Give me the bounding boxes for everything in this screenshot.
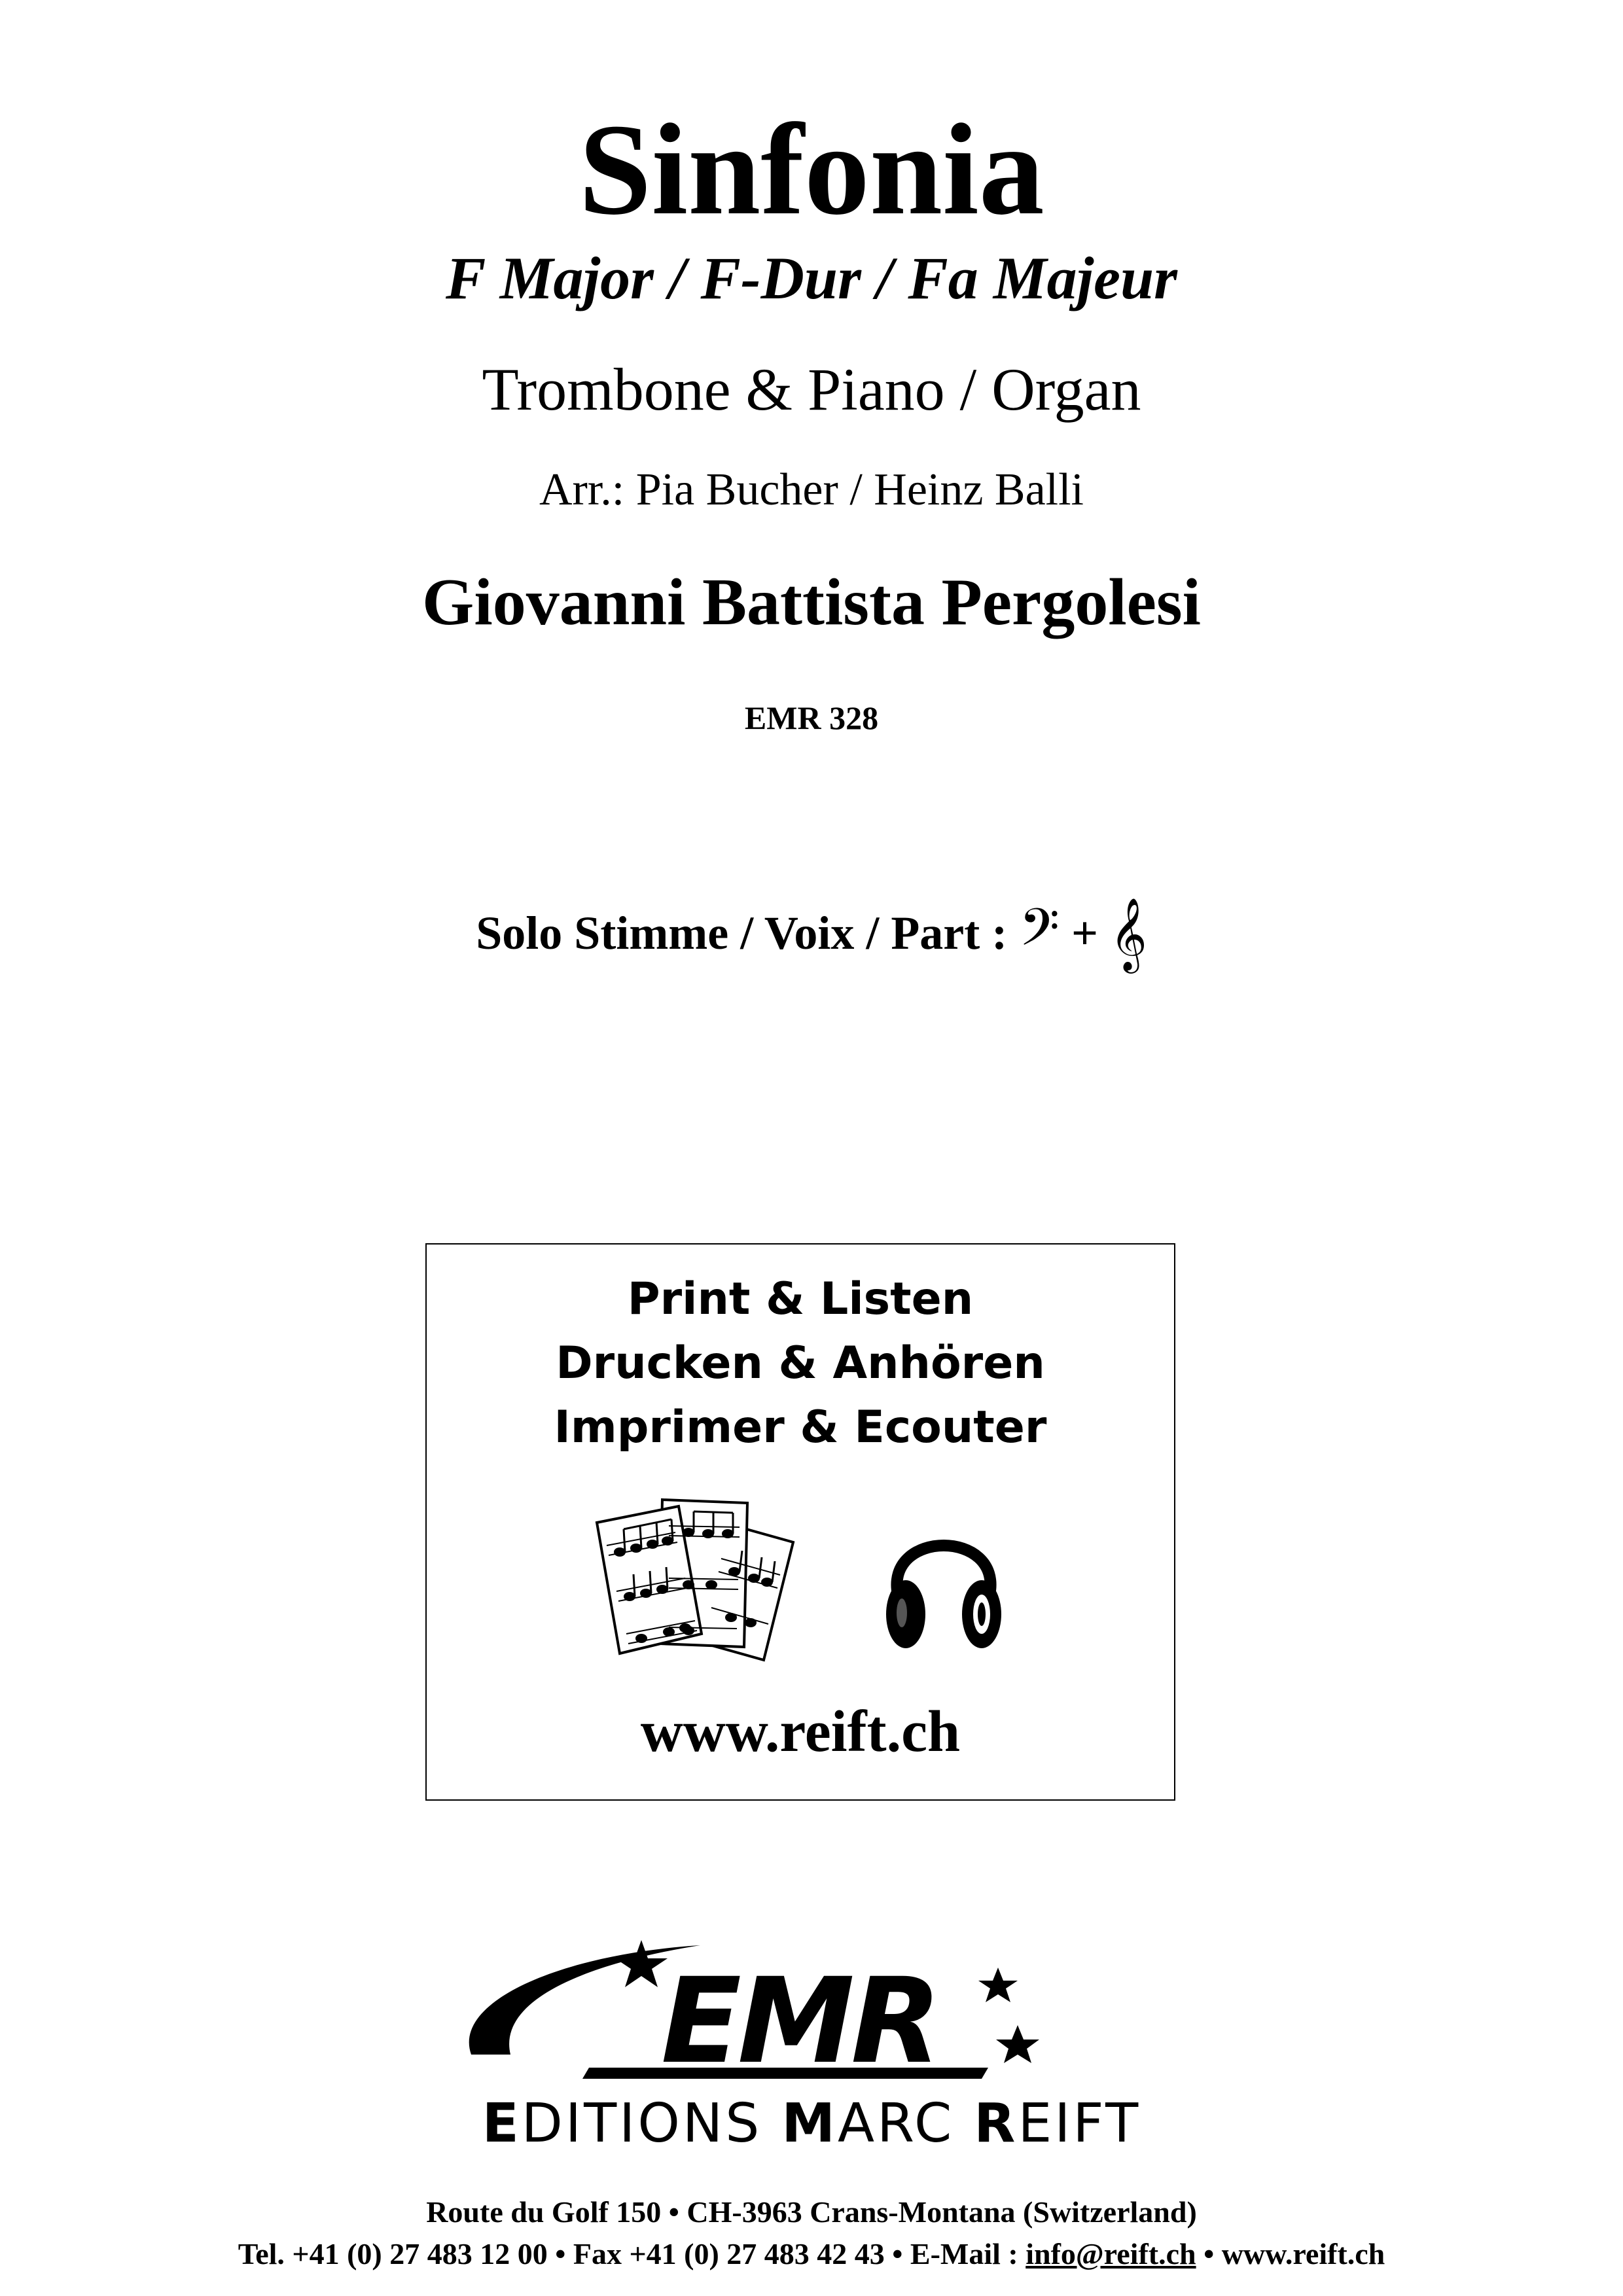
logo-letter-r: R [974,2093,1018,2155]
part-text: Solo Stimme / Voix / Part : [476,907,1008,959]
emr-logo [425,1927,1198,2185]
arranger: Arr.: Pia Bucher / Heinz Balli [539,465,1084,515]
promo-line-german: Drucken & Anhören [556,1337,1045,1389]
page-title: Sinfonia [579,97,1044,242]
promo-line-french: Imprimer & Ecouter [554,1402,1047,1453]
headphones-icon [878,1503,1009,1657]
logo-word-ditions: DITIONS [521,2093,782,2155]
plus-sign: + [1071,907,1098,959]
publisher-address: Route du Golf 150 • CH-3963 Crans-Montana (Switzerland) [426,2195,1197,2229]
catalog-number: EMR 328 [744,699,879,736]
composer: Giovanni Battista Pergolesi [422,565,1201,639]
contact-phone-fax: Tel. +41 (0) 27 483 12 00 • Fax +41 (0) 27 483 42 43 • E-Mail : [238,2237,1026,2270]
logo-emr-mark: EMR [661,1953,938,2090]
logo-word-arc: ARC [837,2093,974,2155]
logo-word-eift: EIFT [1018,2093,1141,2155]
logo-letter-e: E [482,2093,522,2155]
print-listen-box [425,1243,1175,1801]
promo-website[interactable]: www.reift.ch [640,1699,961,1764]
sheet-music-icon [590,1493,800,1667]
logo-letter-m: M [781,2093,838,2155]
email-link[interactable]: info@reift.ch [1026,2237,1196,2270]
logo-editions-marc-reift [425,2093,1198,2155]
part-label [0,896,1623,972]
treble-clef-icon: 𝄞 [1109,897,1147,970]
key-subtitle: F Major / F-Dur / Fa Majeur [446,245,1177,311]
bass-clef-icon: 𝄢 [1019,897,1060,970]
contact-website[interactable]: • www.reift.ch [1196,2237,1385,2270]
publisher-contact [0,2239,1623,2269]
instrumentation: Trombone & Piano / Organ [482,356,1141,423]
promo-line-english: Print & Listen [627,1273,974,1325]
